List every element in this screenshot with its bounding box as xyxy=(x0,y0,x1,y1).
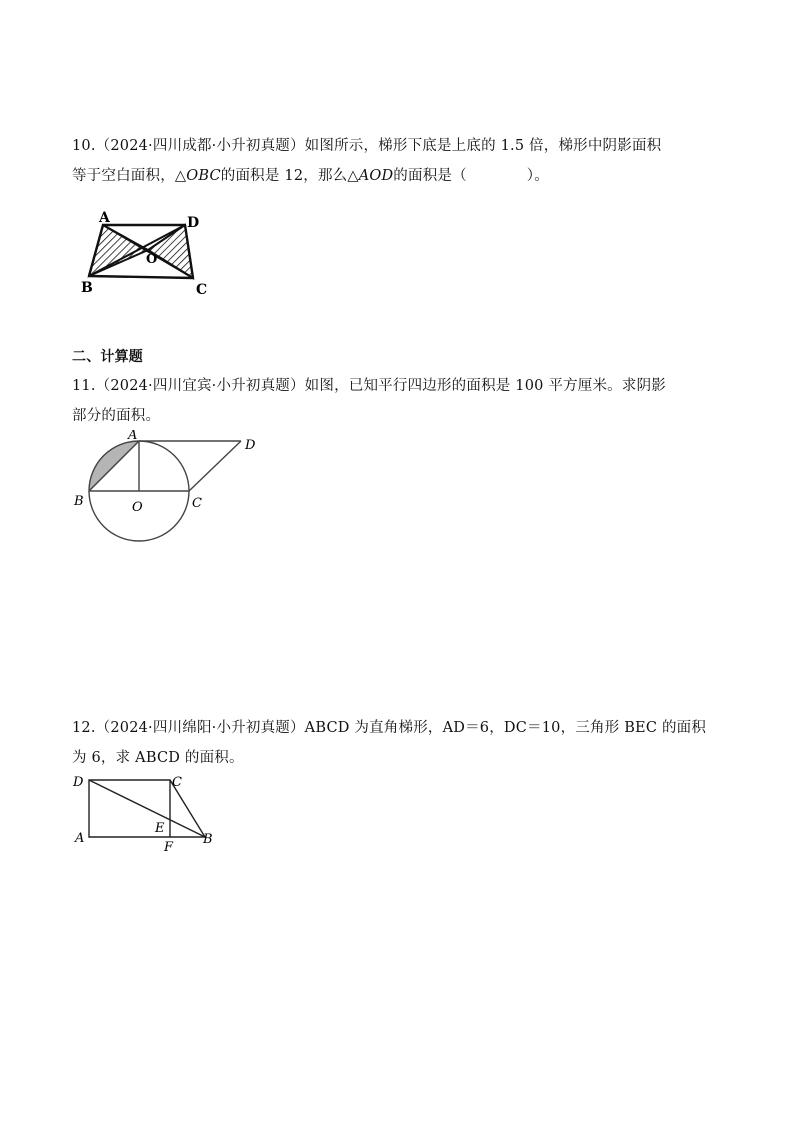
q11-line-1: 11.（2024·四川宜宾·小升初真题）如图，已知平行四边形的面积是 100 平方厘米。求阴影 xyxy=(72,378,666,394)
q10-triangle-obc: OBC xyxy=(186,168,221,184)
label-e: E xyxy=(155,821,165,836)
shaded-triangle-left xyxy=(89,225,148,276)
label-c: C xyxy=(196,282,208,298)
label-d: D xyxy=(73,775,84,790)
label-a: A xyxy=(75,831,85,846)
q10-text-c: 的面积是（ xyxy=(393,168,467,184)
q12-trapezoid-figure xyxy=(70,770,230,855)
q10-trapezoid-figure xyxy=(75,205,225,300)
label-o: O xyxy=(146,252,158,267)
label-f: F xyxy=(164,840,174,855)
section-heading: 二、计算题 xyxy=(72,349,143,365)
q12-line-2: 为 6，求 ABCD 的面积。 xyxy=(72,750,244,766)
label-a: A xyxy=(128,430,138,443)
side-dc xyxy=(189,441,241,491)
q10-line-1: 10.（2024·四川成都·小升初真题）如图所示，梯形下底是上底的 1.5 倍，梯形中阴影面积 xyxy=(72,138,662,154)
label-b: B xyxy=(203,832,213,847)
q11-line-2: 部分的面积。 xyxy=(72,408,161,424)
q10-triangle-aod: AOD xyxy=(358,168,394,184)
q10-text-d: ）。 xyxy=(526,168,549,184)
label-b: B xyxy=(74,494,84,509)
label-a: A xyxy=(99,210,110,226)
q11-circle-parallelogram-figure xyxy=(70,430,270,555)
label-c: C xyxy=(192,496,202,511)
q12-line-1: 12.（2024·四川绵阳·小升初真题）ABCD 为直角梯形，AD＝6，DC＝10，三角形 BEC 的面积 xyxy=(72,720,707,736)
q10-text-a: 等于空白面积，△ xyxy=(72,168,187,184)
label-c: C xyxy=(172,775,182,790)
label-d: D xyxy=(245,438,256,453)
label-d: D xyxy=(187,215,200,231)
q10-text-b: 的面积是 12，那么△ xyxy=(220,168,359,184)
q10-line-2 xyxy=(72,164,549,185)
label-o: O xyxy=(132,500,143,515)
label-b: B xyxy=(81,280,93,296)
